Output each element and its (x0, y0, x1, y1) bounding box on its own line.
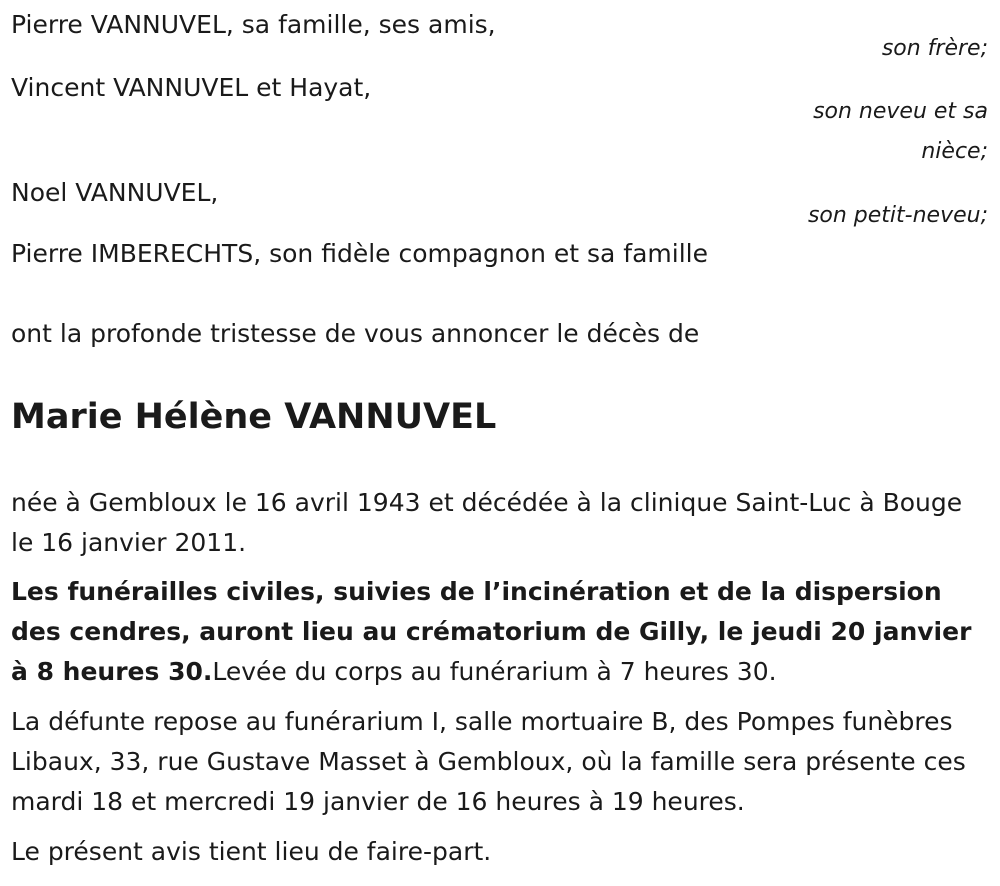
closing-paragraph: Le présent avis tient lieu de faire-part. (11, 837, 492, 866)
funeral-paragraph (11, 572, 986, 692)
family-relation-2b: nièce; (921, 139, 988, 164)
family-name-2: Vincent VANNUVEL et Hayat, (11, 73, 372, 102)
announcement-text: ont la profonde tristesse de vous annoncer le décès de (11, 319, 700, 348)
family-name-3: Noel VANNUVEL, (11, 178, 219, 207)
funeral-details-bold: Les funérailles civiles, suivies de l’incinération et de la dispersion des cendres, auront lieu au crématorium de Gilly, le jeudi 20 janvier à 8 heures 30. (11, 577, 972, 686)
family-relation-1: son frère; (881, 36, 988, 61)
family-relation-3: son petit-neveu; (807, 203, 988, 228)
family-name-4: Pierre IMBERECHTS, son fidèle compagnon et sa famille (11, 239, 708, 268)
family-name-1: Pierre VANNUVEL, sa famille, ses amis, (11, 10, 496, 39)
resting-paragraph: La défunte repose au funérarium I, salle mortuaire B, des Pompes funèbres Libaux, 33, rue Gustave Masset à Gembloux, où la famille sera présente ces mardi 18 et mercredi 19 janvier de 16 heures à 19 heures. (11, 707, 966, 816)
family-relation-2a: son neveu et sa (813, 99, 988, 124)
deceased-name: Marie Hélène VANNUVEL (11, 397, 497, 437)
birth-death-paragraph: née à Gembloux le 16 avril 1943 et décédée à la clinique Saint-Luc à Bouge le 16 janvier 2011. (11, 488, 963, 557)
funeral-details-normal: Levée du corps au funérarium à 7 heures 30. (212, 657, 777, 686)
